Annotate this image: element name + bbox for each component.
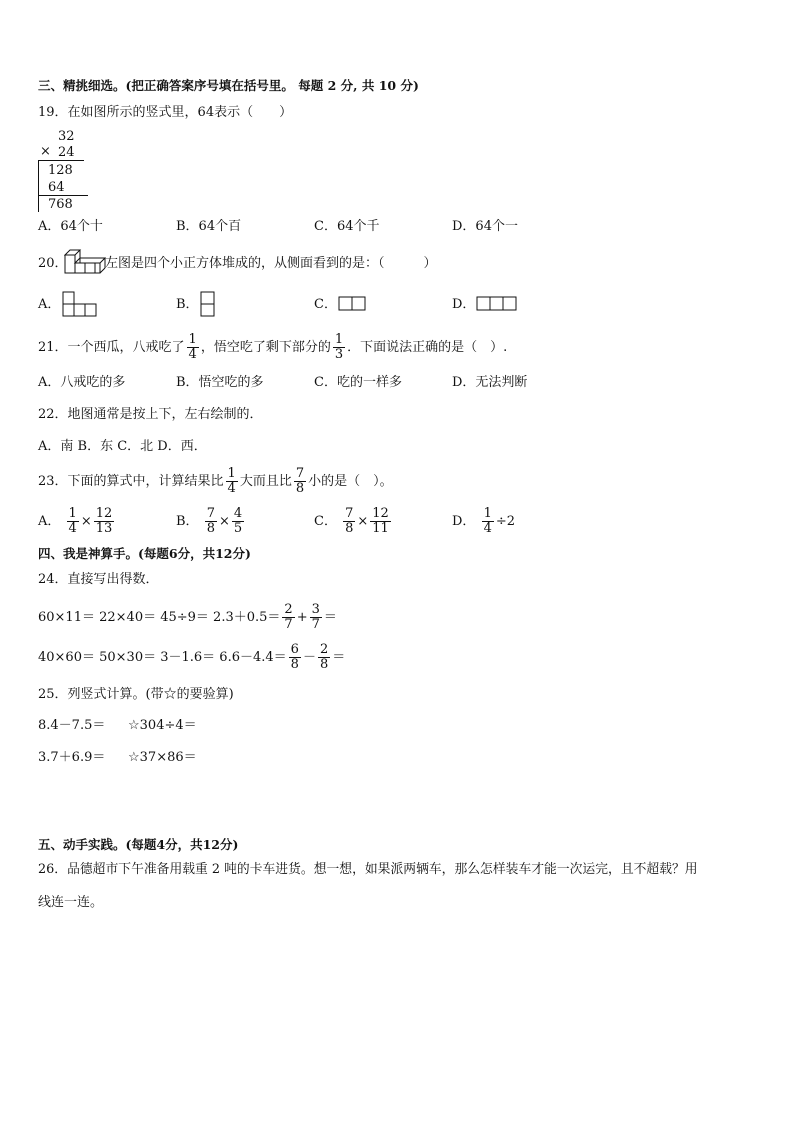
cube-stack-figure xyxy=(64,249,106,275)
frac-den: 4 xyxy=(227,481,236,496)
fraction xyxy=(282,603,294,631)
q23-stem-post: 小的是（ ）。 xyxy=(308,474,393,489)
section-3-title: 三、精挑细选。(把正确答案序号填在括号里。 每题 2 分, 共 10 分) xyxy=(38,78,419,93)
frac-num: 1 xyxy=(334,332,344,348)
q19-option-b: B．64个百 xyxy=(176,219,242,234)
fraction xyxy=(310,603,322,631)
q22-stem: 22．地图通常是按上下，左右绘制的． xyxy=(38,407,263,422)
frac-den: 8 xyxy=(295,481,305,496)
calc-partial-1: 128 xyxy=(48,163,73,178)
q24-stem: 24．直接写出得数． xyxy=(38,572,159,587)
fraction xyxy=(94,507,115,535)
section-5-title: 五、动手实践。(每题4分，共12分) xyxy=(38,837,239,852)
option-label: B． xyxy=(176,514,199,529)
fraction xyxy=(205,507,217,535)
q23-option-c xyxy=(314,502,393,542)
frac-num: 2 xyxy=(284,602,293,618)
equals: ＝ xyxy=(323,610,337,625)
q20-option-b-figure xyxy=(200,291,216,317)
frac-den: 7 xyxy=(284,617,293,632)
q21-stem-post: ．下面说法正确的是（ ）. xyxy=(347,340,508,355)
q26-line-2: 线连一连。 xyxy=(38,895,104,910)
operator: × xyxy=(357,514,369,529)
q23-option-b xyxy=(176,502,246,542)
operator: × xyxy=(218,514,230,529)
frac-den: 4 xyxy=(483,521,492,536)
frac-num: 1 xyxy=(483,506,492,522)
q19-option-d: D．64个一 xyxy=(452,219,518,234)
q23-stem-mid: 大而且比 xyxy=(239,474,292,489)
q20-option-c-figure xyxy=(338,296,368,312)
fraction xyxy=(289,643,301,671)
row-text: 40×60＝ 50×30＝ 3－1.6＝ 6.6－4.4＝ xyxy=(38,650,287,665)
q25-item-4: ☆37×86＝ xyxy=(128,750,197,765)
option-label: C． xyxy=(314,514,337,529)
q21-stem-mid: ，悟空吃了剩下部分的 xyxy=(200,340,331,355)
q21-option-a: A．八戒吃的多 xyxy=(38,375,126,390)
fraction-1-4 xyxy=(226,467,238,495)
q20-option-d-figure xyxy=(476,296,518,312)
fraction xyxy=(318,643,330,671)
q26-line-1: 26．品德超市下午准备用载重 2 吨的卡车进货。想一想，如果派两辆车，那么怎样装车才能一次运完，且不超载？用 xyxy=(38,862,698,877)
option-label: A． xyxy=(38,514,61,529)
frac-num: 2 xyxy=(319,642,329,658)
q24-row-1 xyxy=(38,598,337,638)
q19-option-a: A．64个十 xyxy=(38,219,103,234)
q23-stem xyxy=(38,462,393,502)
fraction xyxy=(232,507,244,535)
frac-den: 3 xyxy=(334,347,344,362)
q21-stem xyxy=(38,328,507,368)
q25-item-3: 3.7＋6.9＝ xyxy=(38,750,106,765)
frac-den: 8 xyxy=(290,657,299,672)
calc-rule-2 xyxy=(38,195,88,196)
option-label: D． xyxy=(452,514,476,529)
q23-option-d xyxy=(452,502,515,542)
q24-row-2 xyxy=(38,638,345,678)
calc-op: × xyxy=(40,144,51,159)
fraction xyxy=(343,507,355,535)
q23-option-a xyxy=(38,502,116,542)
q20-number: 20． xyxy=(38,256,68,271)
q25-stem: 25．列竖式计算。(带☆的要验算) xyxy=(38,687,234,702)
calc-result: 768 xyxy=(48,197,73,212)
frac-den: 8 xyxy=(206,521,215,536)
q25-item-2: ☆304÷4＝ xyxy=(128,718,197,733)
frac-num: 1 xyxy=(68,506,77,522)
q21-option-d: D．无法判断 xyxy=(452,375,528,390)
q23-stem-pre: 23．下面的算式中，计算结果比 xyxy=(38,474,224,489)
q20-stem: 左图是四个小正方体堆成的，从侧面看到的是：（ ） xyxy=(105,256,437,271)
q19-stem: 19．在如图所示的竖式里，64表示（ ） xyxy=(38,105,293,120)
fraction xyxy=(482,507,494,535)
calc-top: 32 xyxy=(58,129,75,144)
q19-option-c: C．64个千 xyxy=(314,219,380,234)
frac-num: 7 xyxy=(345,506,354,522)
operator: － xyxy=(302,650,316,665)
operator: ÷2 xyxy=(495,514,516,529)
frac-den: 4 xyxy=(188,347,197,362)
calc-rule-1 xyxy=(38,160,84,161)
q20-option-a-figure xyxy=(62,291,100,317)
frac-num: 1 xyxy=(227,466,236,482)
q22-options: A．南 B．东 C．北 D．西． xyxy=(38,439,207,454)
frac-den: 7 xyxy=(311,617,320,632)
fraction xyxy=(370,507,391,535)
frac-den: 13 xyxy=(95,521,113,536)
operator: + xyxy=(296,610,308,625)
frac-den: 5 xyxy=(233,521,243,536)
section-4-title: 四、我是神算手。(每题6分，共12分) xyxy=(38,546,251,561)
calc-partial-2: 64 xyxy=(48,180,65,195)
fraction xyxy=(67,507,79,535)
frac-num: 3 xyxy=(311,602,320,618)
fraction-1-4 xyxy=(187,333,199,361)
frac-den: 8 xyxy=(345,521,354,536)
fraction-7-8 xyxy=(294,467,306,495)
frac-num: 12 xyxy=(372,506,389,522)
q20-option-d-label: D． xyxy=(452,297,476,312)
q20-option-b-label: B． xyxy=(176,297,199,312)
frac-den: 8 xyxy=(319,657,329,672)
frac-den: 11 xyxy=(372,521,389,536)
q21-stem-pre: 21．一个西瓜，八戒吃了 xyxy=(38,340,185,355)
frac-num: 7 xyxy=(206,506,215,522)
q20-option-c-label: C． xyxy=(314,297,337,312)
q21-option-c: C．吃的一样多 xyxy=(314,375,402,390)
q25-item-1: 8.4－7.5＝ xyxy=(38,718,106,733)
frac-num: 12 xyxy=(95,506,113,522)
row-text: 60×11＝ 22×40＝ 45÷9＝ 2.3＋0.5＝ xyxy=(38,610,281,625)
q20-option-a-label: A． xyxy=(38,297,61,312)
frac-num: 6 xyxy=(290,642,299,658)
calc-mult: 24 xyxy=(58,145,75,160)
frac-num: 7 xyxy=(295,466,305,482)
equals: ＝ xyxy=(332,650,346,665)
q21-option-b: B．悟空吃的多 xyxy=(176,375,264,390)
operator: × xyxy=(80,514,92,529)
frac-num: 1 xyxy=(188,332,197,348)
fraction-1-3 xyxy=(333,333,345,361)
calc-left-rule xyxy=(38,160,39,212)
frac-num: 4 xyxy=(233,506,243,522)
frac-den: 4 xyxy=(68,521,77,536)
